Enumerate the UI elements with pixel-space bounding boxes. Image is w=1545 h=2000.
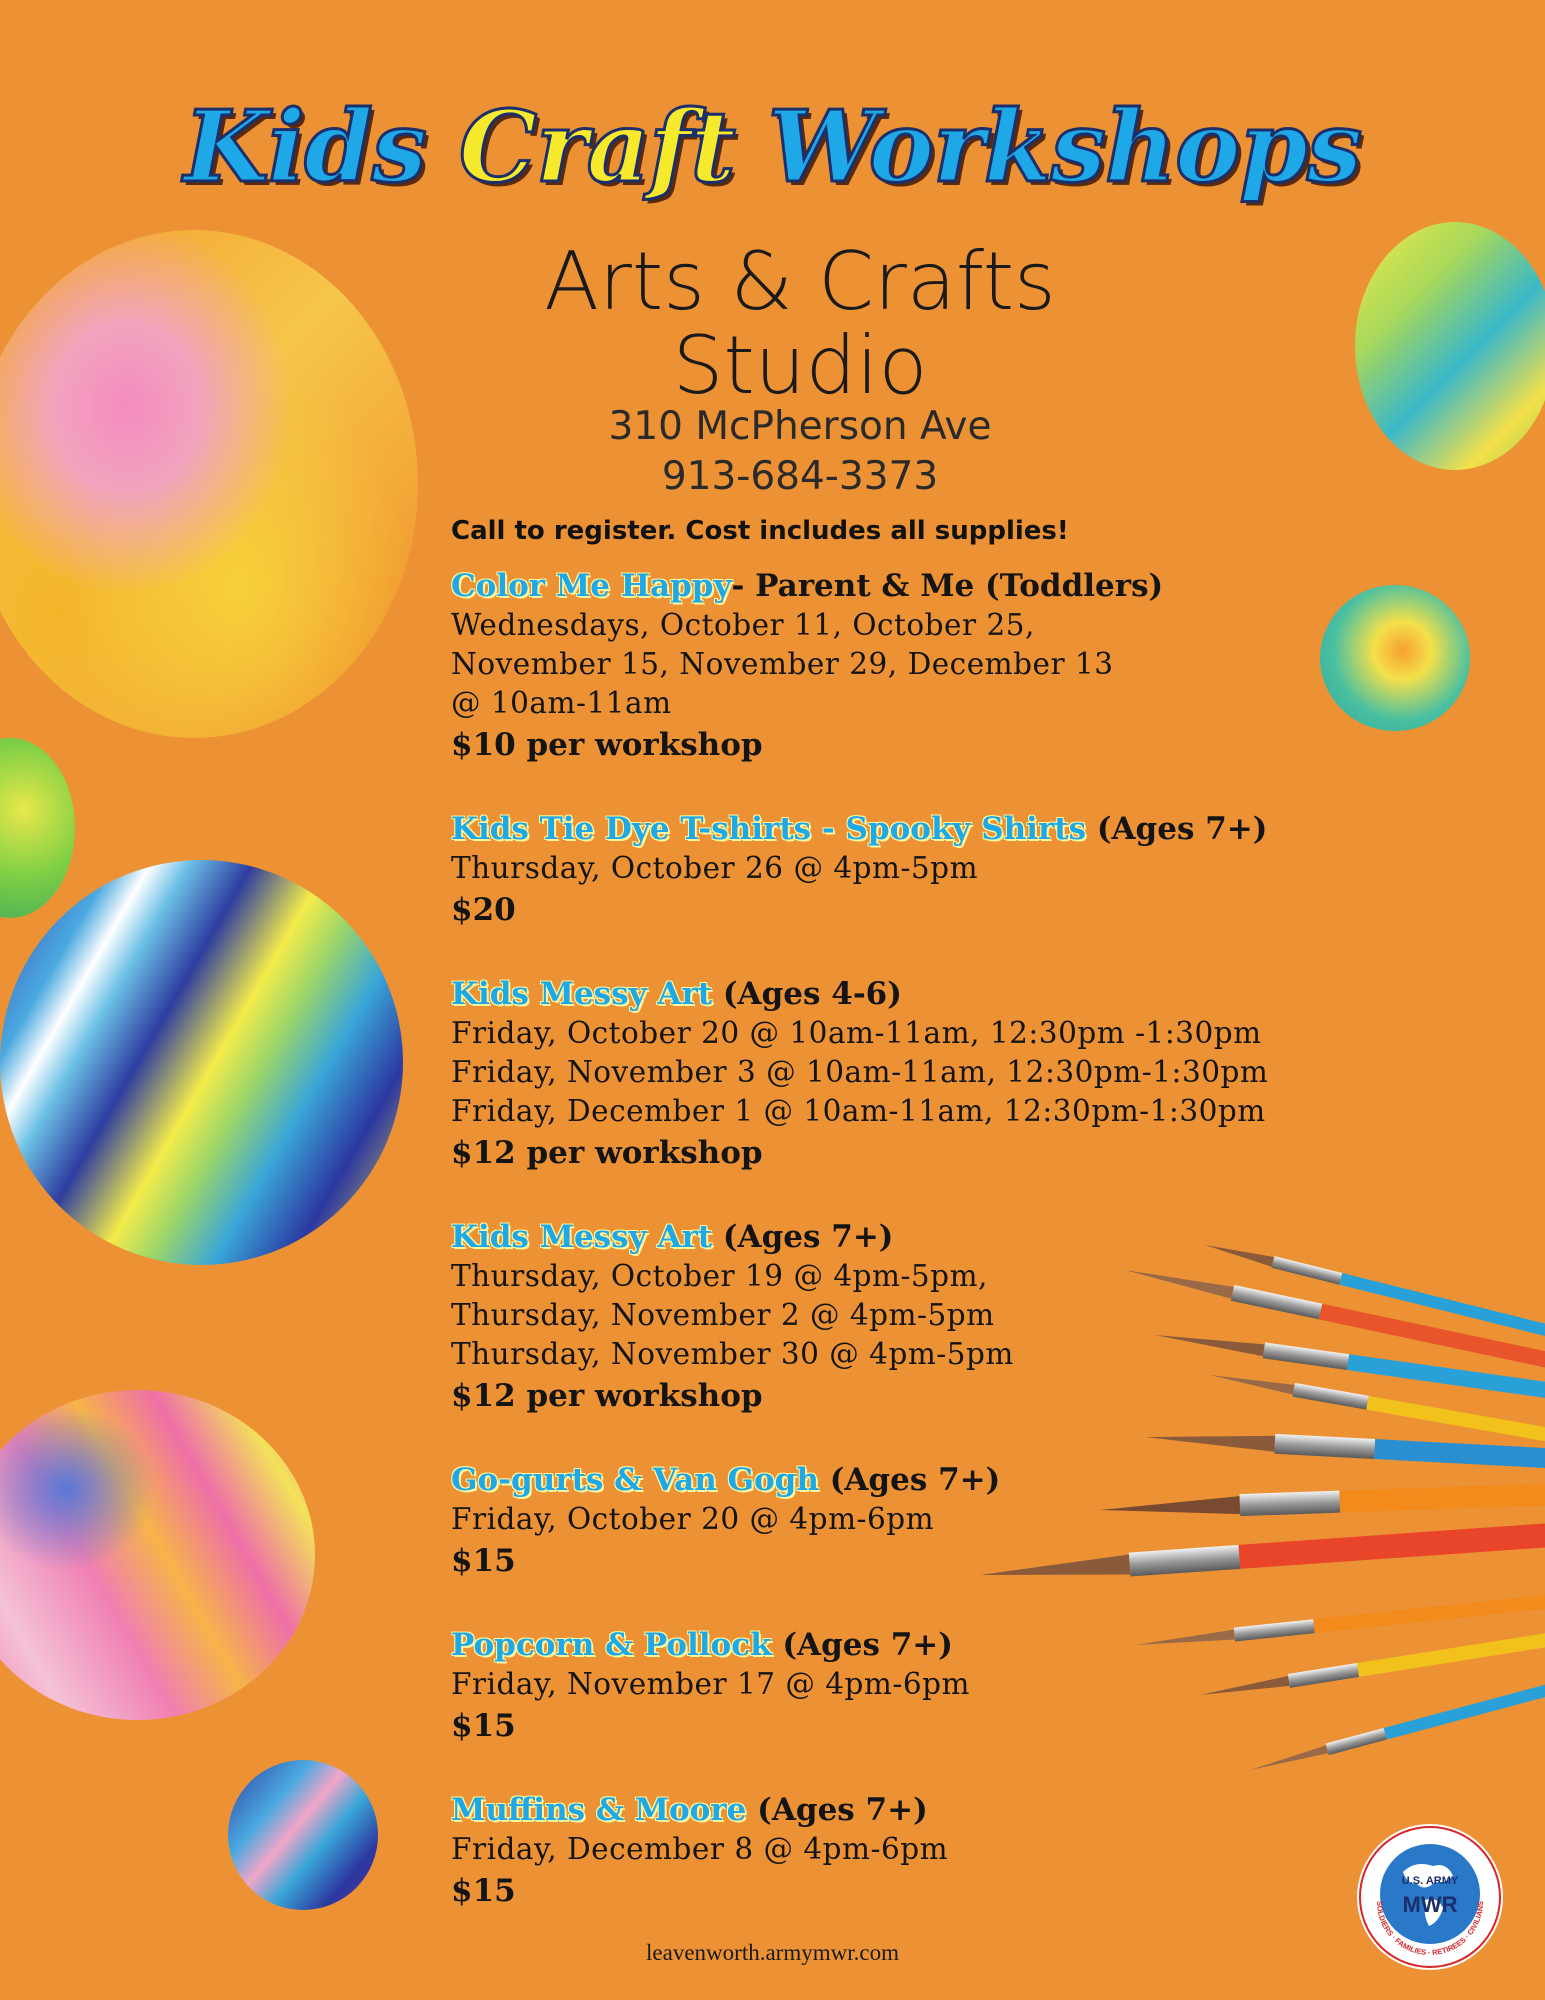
workshop-schedule-line: Thursday, October 26 @ 4pm-5pm [451,851,979,885]
workshop-audience: (Ages 7+) [1086,811,1268,847]
workshop-price: $15 [451,1873,516,1909]
tie-dye-circle-green-small [0,738,75,918]
workshop-schedule-line: Friday, December 8 @ 4pm-6pm [451,1832,949,1866]
workshop-price: $15 [451,1708,516,1744]
workshop-audience: (Ages 7+) [771,1627,953,1663]
workshop-schedule-line: Thursday, October 19 @ 4pm-5pm, [451,1259,988,1293]
studio-name-line1: Arts & Crafts [544,235,1056,328]
workshop-schedule-line: Thursday, November 30 @ 4pm-5pm [451,1337,1014,1371]
page-title [0,88,1545,208]
tie-dye-circle-pink [0,1390,315,1720]
workshop-schedule-line: Friday, December 1 @ 10am-11am, 12:30pm-1:30pm [451,1094,1266,1128]
workshop-audience: - Parent & Me (Toddlers) [731,568,1164,604]
workshop-schedule-line: November 15, November 29, December 13 [451,647,1114,681]
logo-main-text: MWR [1402,1892,1458,1917]
workshop-price: $10 per workshop [451,727,763,763]
website-url: leavenworth.armymwr.com [646,1940,899,1965]
workshop-audience: (Ages 7+) [818,1462,1001,1498]
workshop-name: Kids Messy Art [451,976,713,1012]
workshop-audience: (Ages 7+) [746,1792,928,1828]
title-word-workshops: Workshops [767,90,1362,205]
studio-name-line2: Studio [672,319,928,412]
workshop-item [451,809,1351,932]
workshop-schedule-line: Friday, October 20 @ 4pm-6pm [451,1502,935,1536]
workshop-schedule-line: Thursday, November 2 @ 4pm-5pm [451,1298,995,1332]
workshop-schedule-line: Friday, October 20 @ 10am-11am, 12:30pm -1:30pm [451,1016,1262,1050]
studio-address: 310 McPherson Ave [608,404,992,449]
paint-brushes-illustration [950,1225,1545,1785]
workshop-name: Kids Tie Dye T-shirts - Spooky Shirts [451,811,1087,847]
workshop-name: Color Me Happy [451,568,732,604]
tie-dye-circle-yellow-green [1355,222,1545,470]
workshop-schedule-line: Wednesdays, October 11, October 25, [451,608,1035,642]
tie-dye-circle-pink-orange [0,230,418,738]
workshop-item [451,1790,1351,1913]
workshop-schedule-line: Friday, November 3 @ 10am-11am, 12:30pm-1:30pm [451,1055,1269,1089]
studio-name [400,235,1200,412]
tie-dye-circle-blue-yellow [0,860,403,1265]
logo-ring-text: SOLDIERS · FAMILIES · RETIREES · CIVILIANS [1374,1900,1486,1958]
workshop-name: Kids Messy Art [451,1219,713,1255]
title-word-craft: Craft [459,90,735,205]
register-note: Call to register. Cost includes all supplies! [451,516,1069,546]
title-word-kids: Kids [183,90,426,205]
workshop-name: Go-gurts & Van Gogh [451,1462,819,1498]
workshop-price: $15 [451,1543,516,1579]
workshop-item [451,566,1351,767]
workshop-name: Muffins & Moore [451,1792,747,1828]
workshop-price: $12 per workshop [451,1378,763,1414]
logo-top-text: U.S. ARMY [1401,1875,1459,1887]
tie-dye-circle-blue-small [228,1760,378,1910]
workshop-schedule-line: Friday, November 17 @ 4pm-6pm [451,1667,970,1701]
workshop-audience: (Ages 4-6) [712,976,902,1012]
workshop-name: Popcorn & Pollock [451,1627,772,1663]
workshop-schedule-line: @ 10am-11am [451,686,672,720]
workshop-audience: (Ages 7+) [712,1219,894,1255]
workshop-price: $20 [451,892,516,928]
workshop-item [451,974,1351,1175]
workshop-price: $12 per workshop [451,1135,763,1171]
studio-phone: 913-684-3373 [661,454,939,499]
